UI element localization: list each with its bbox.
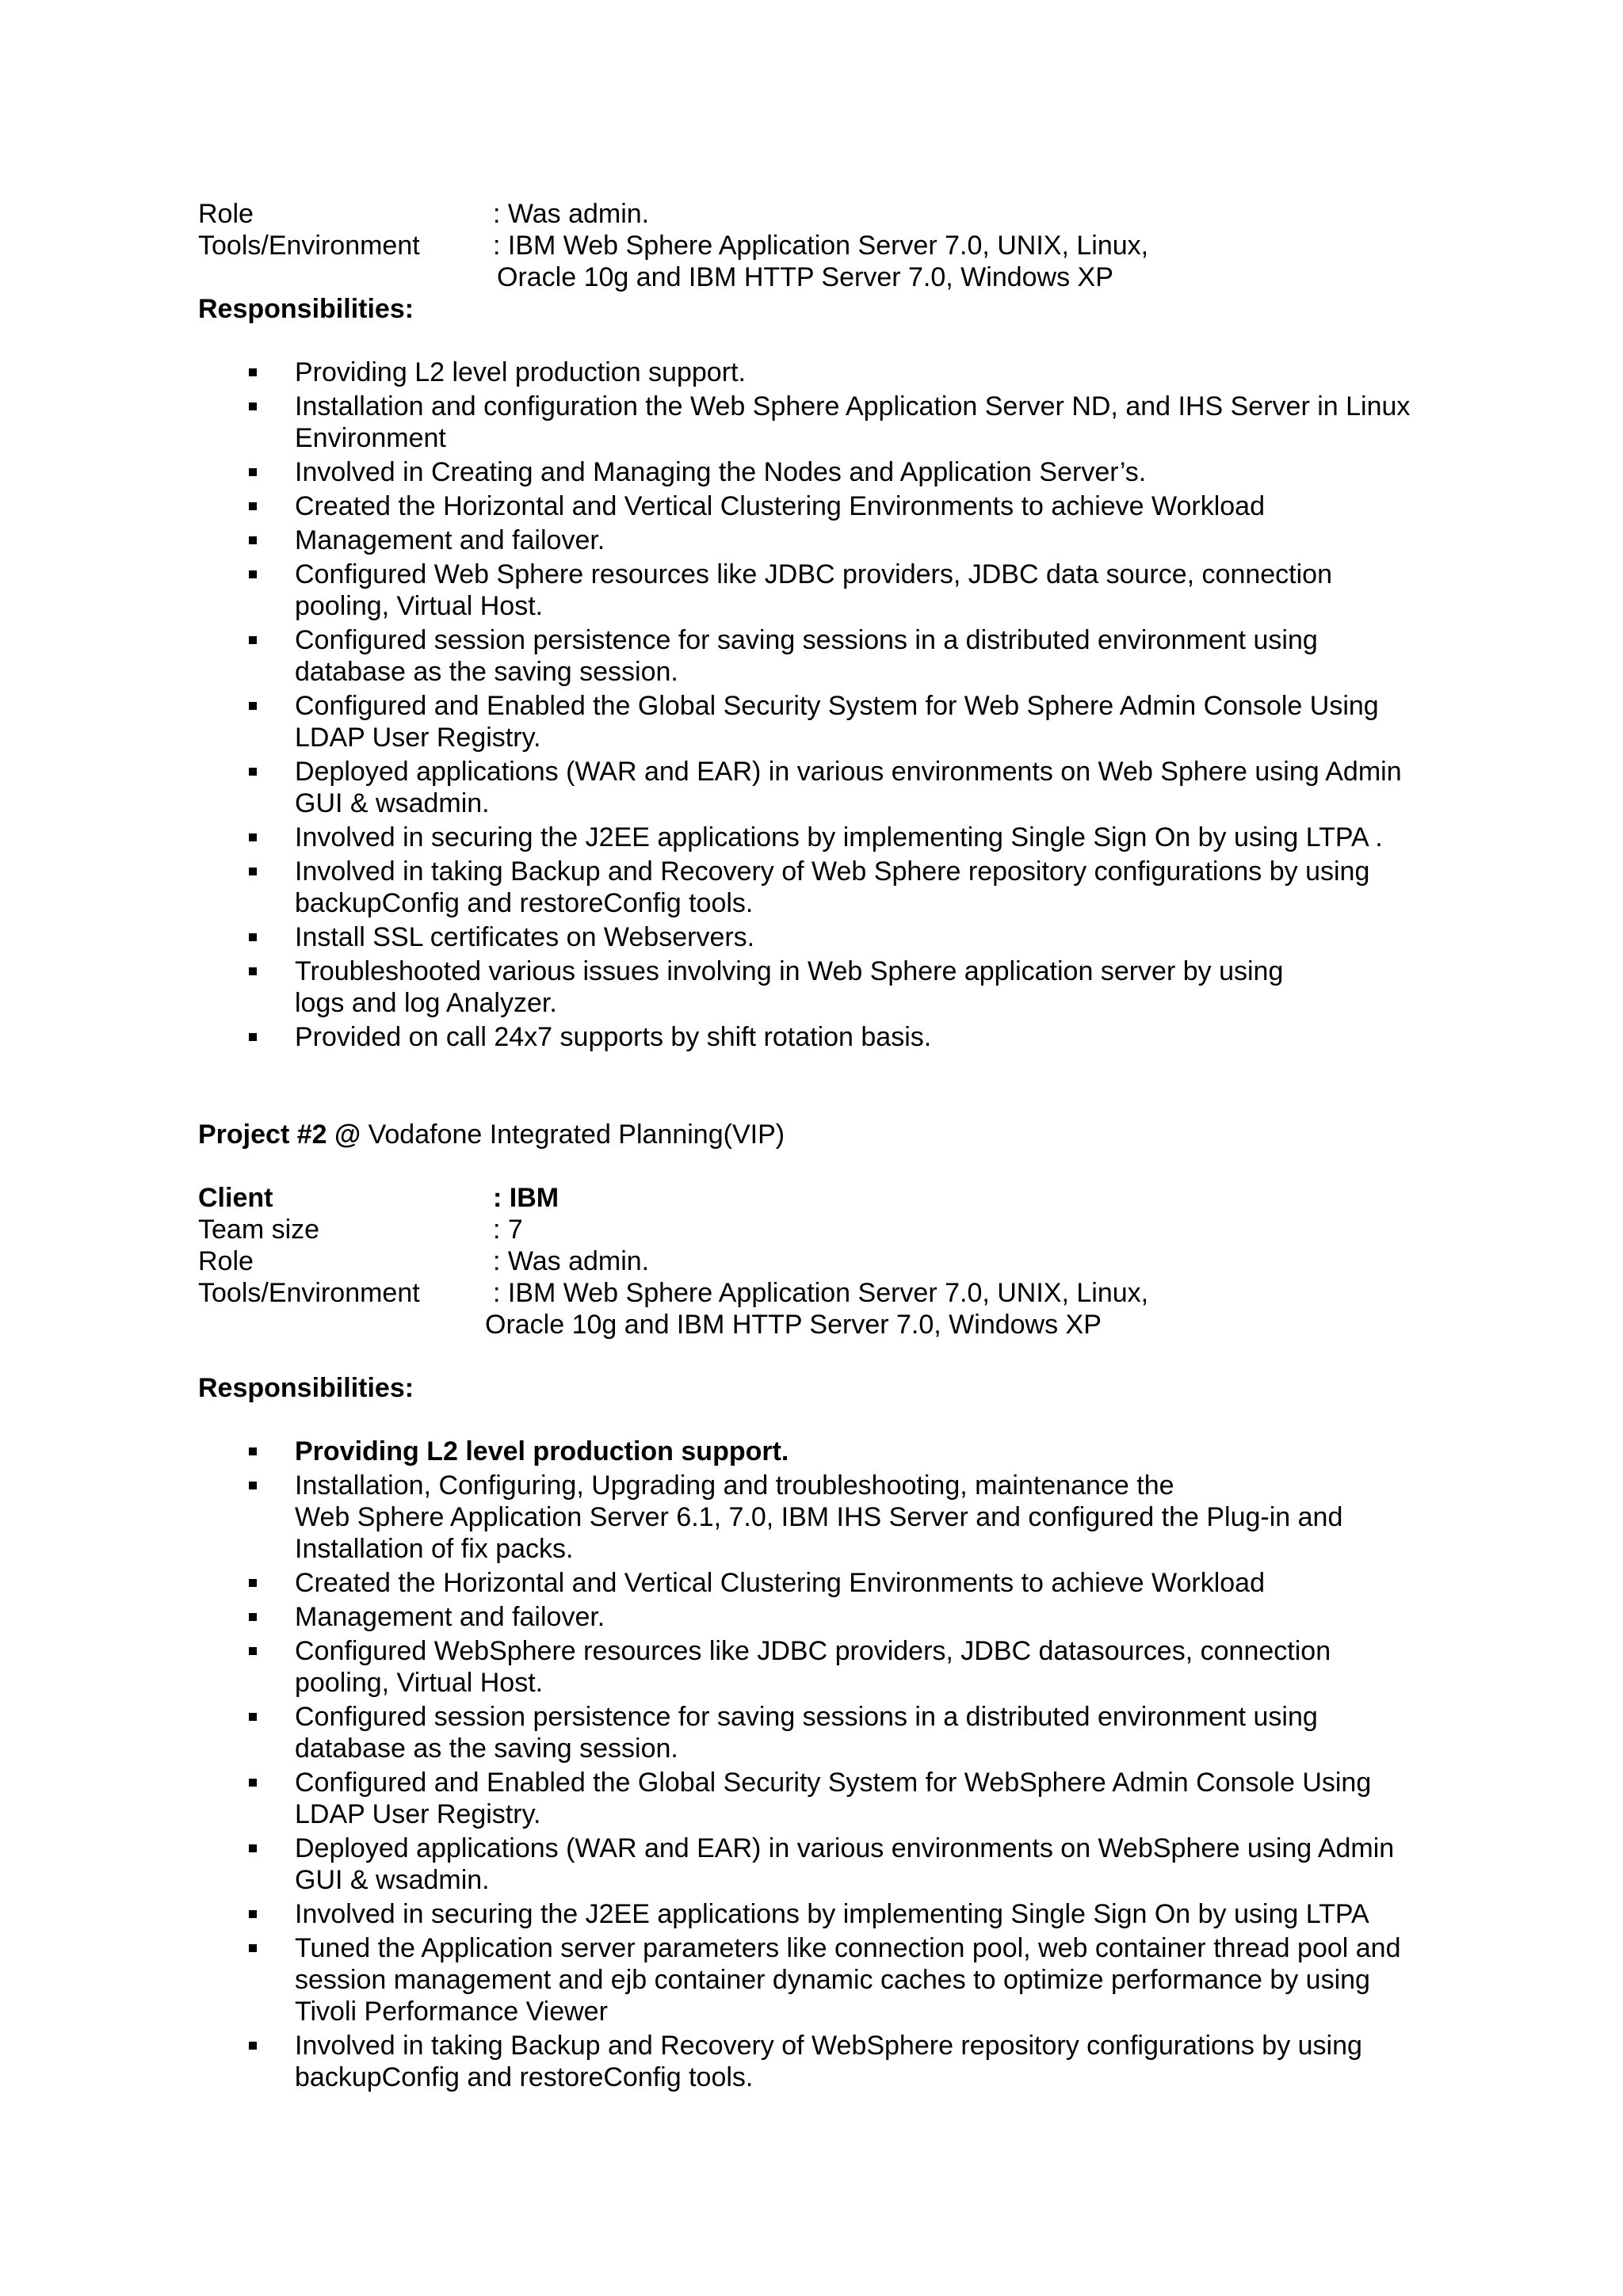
- list-item: [198, 1767, 1450, 1830]
- tools-environment-value: : IBM Web Sphere Application Server 7.0, UNIX, Linux,: [493, 1278, 1149, 1308]
- list-item-text: GUI & wsadmin.: [295, 788, 490, 818]
- list-item-text: Providing L2 level production support.: [295, 357, 746, 387]
- client-row: [198, 1182, 1450, 1214]
- list-item-text: Tuned the Application server parameters like connection pool, web container thread pool and: [295, 1933, 1401, 1963]
- role-value: : Was admin.: [493, 1246, 650, 1276]
- square-bullet-icon: [249, 1613, 257, 1621]
- square-bullet-icon: [249, 1910, 257, 1918]
- role-value: : Was admin.: [493, 199, 650, 229]
- tools-environment-row: [198, 230, 1450, 261]
- square-bullet-icon: [249, 1944, 257, 1952]
- list-item-text: Configured and Enabled the Global Security System for WebSphere Admin Console Using: [295, 1768, 1372, 1798]
- role-row: [198, 198, 1450, 230]
- list-item: [198, 2030, 1450, 2093]
- list-item-text: Involved in securing the J2EE applications by implementing Single Sign On by using LTPA .: [295, 822, 1383, 852]
- project2-details: [198, 1182, 1450, 1341]
- tools-environment-label: Tools/Environment: [198, 1278, 420, 1308]
- square-bullet-icon: [249, 402, 257, 410]
- tools-environment-continuation-row: [198, 261, 1450, 293]
- list-item-text: Deployed applications (WAR and EAR) in various environments on Web Sphere using Admin: [295, 757, 1402, 787]
- list-item: [198, 1898, 1450, 1930]
- list-item-text: Configured and Enabled the Global Security System for Web Sphere Admin Console Using: [295, 691, 1379, 721]
- responsibilities-list: [198, 1436, 1450, 2093]
- tools-environment-value: : IBM Web Sphere Application Server 7.0, UNIX, Linux,: [493, 231, 1149, 261]
- square-bullet-icon: [249, 1579, 257, 1587]
- square-bullet-icon: [249, 1447, 257, 1455]
- list-item-text: Environment: [295, 423, 446, 453]
- role-row: [198, 1245, 1450, 1277]
- list-item-text: database as the saving session.: [295, 1733, 678, 1764]
- list-item: [198, 357, 1450, 388]
- list-item-text: Involved in taking Backup and Recovery of WebSphere repository configurations by using: [295, 2031, 1362, 2061]
- list-item: [198, 756, 1450, 819]
- square-bullet-icon: [249, 536, 257, 544]
- client-label: Client: [198, 1183, 273, 1213]
- list-item: [198, 1436, 1450, 1467]
- list-item-text: Web Sphere Application Server 6.1, 7.0, IBM IHS Server and configured the Plug-in and: [295, 1502, 1343, 1532]
- list-item: [198, 624, 1450, 688]
- team-size-row: [198, 1214, 1450, 1245]
- list-item: [198, 822, 1450, 853]
- list-item-text: LDAP User Registry.: [295, 723, 541, 753]
- tools-environment-label: Tools/Environment: [198, 231, 420, 261]
- team-size-value: : 7: [493, 1215, 523, 1245]
- list-item: [198, 490, 1450, 522]
- tools-environment-continuation: Oracle 10g and IBM HTTP Server 7.0, Windows XP: [497, 262, 1113, 292]
- list-item-text: Configured Web Sphere resources like JDBC providers, JDBC data source, connection: [295, 559, 1332, 589]
- list-item-text: Installation and configuration the Web Sphere Application Server ND, and IHS Server in Linux: [295, 391, 1411, 421]
- list-item: [198, 559, 1450, 622]
- square-bullet-icon: [249, 1033, 257, 1041]
- team-size-label: Team size: [198, 1215, 320, 1245]
- list-item-text: Involved in Creating and Managing the Nodes and Application Server’s.: [295, 457, 1147, 487]
- square-bullet-icon: [249, 1713, 257, 1721]
- responsibilities-heading: Responsibilities:: [198, 1373, 414, 1403]
- square-bullet-icon: [249, 570, 257, 578]
- list-item-text: Installation, Configuring, Upgrading and troubleshooting, maintenance the: [295, 1470, 1174, 1501]
- tools-environment-row: [198, 1277, 1450, 1309]
- responsibilities-list: [198, 357, 1450, 1053]
- list-item-text: backupConfig and restoreConfig tools.: [295, 888, 754, 918]
- square-bullet-icon: [249, 933, 257, 941]
- list-item-text: Troubleshooted various issues involving in Web Sphere application server by using: [295, 956, 1284, 986]
- list-item: [198, 1701, 1450, 1764]
- role-label: Role: [198, 1246, 254, 1276]
- square-bullet-icon: [249, 1482, 257, 1489]
- list-item-text: Created the Horizontal and Vertical Clustering Environments to achieve Workload: [295, 1568, 1265, 1598]
- list-item-text: Management and failover.: [295, 1602, 605, 1632]
- list-item-text: Installation of fix packs.: [295, 1534, 574, 1564]
- list-item-text: session management and ejb container dynamic caches to optimize performance by using: [295, 1965, 1370, 1995]
- list-item-text: Configured WebSphere resources like JDBC providers, JDBC datasources, connection: [295, 1636, 1331, 1666]
- responsibilities-heading: Responsibilities:: [198, 294, 414, 324]
- square-bullet-icon: [249, 1844, 257, 1852]
- list-item-text: pooling, Virtual Host.: [295, 591, 544, 621]
- square-bullet-icon: [249, 967, 257, 975]
- list-item: [198, 1021, 1450, 1053]
- role-label: Role: [198, 199, 254, 229]
- project2-title-name: Vodafone Integrated Planning(VIP): [361, 1119, 785, 1150]
- list-item: [198, 921, 1450, 953]
- list-item: [198, 955, 1450, 1019]
- square-bullet-icon: [249, 636, 257, 644]
- square-bullet-icon: [249, 468, 257, 476]
- list-item-text: pooling, Virtual Host.: [295, 1668, 544, 1698]
- resume-page: [198, 198, 1450, 2096]
- list-item-text: Involved in taking Backup and Recovery of Web Sphere repository configurations by using: [295, 856, 1370, 887]
- list-item-text: Management and failover.: [295, 525, 605, 555]
- list-item-text: Configured session persistence for saving sessions in a distributed environment using: [295, 625, 1318, 655]
- project2-title: [198, 1119, 1450, 1150]
- list-item-text: Install SSL certificates on Webservers.: [295, 922, 755, 952]
- list-item: [198, 1470, 1450, 1565]
- list-item-text: database as the saving session.: [295, 657, 678, 687]
- list-item-text: Providing L2 level production support.: [295, 1436, 789, 1466]
- list-item-text: Tivoli Performance Viewer: [295, 1997, 608, 2027]
- list-item: [198, 391, 1450, 454]
- list-item: [198, 1833, 1450, 1896]
- list-item: [198, 1635, 1450, 1699]
- square-bullet-icon: [249, 768, 257, 776]
- tools-environment-continuation-row: [198, 1309, 1450, 1341]
- list-item: [198, 690, 1450, 753]
- list-item-text: Provided on call 24x7 supports by shift rotation basis.: [295, 1022, 932, 1052]
- list-item-text: LDAP User Registry.: [295, 1799, 541, 1829]
- list-item: [198, 524, 1450, 556]
- list-item: [198, 1932, 1450, 2027]
- list-item-text: Created the Horizontal and Vertical Clustering Environments to achieve Workload: [295, 491, 1265, 521]
- list-item: [198, 856, 1450, 919]
- square-bullet-icon: [249, 833, 257, 841]
- project1-details: [198, 198, 1450, 325]
- list-item: [198, 1601, 1450, 1633]
- list-item-text: Deployed applications (WAR and EAR) in various environments on WebSphere using Admin: [295, 1833, 1395, 1863]
- list-item-text: Configured session persistence for saving sessions in a distributed environment using: [295, 1702, 1318, 1732]
- square-bullet-icon: [249, 702, 257, 710]
- square-bullet-icon: [249, 368, 257, 376]
- list-item-text: GUI & wsadmin.: [295, 1865, 490, 1895]
- square-bullet-icon: [249, 868, 257, 875]
- list-item: [198, 456, 1450, 488]
- list-item: [198, 1567, 1450, 1599]
- square-bullet-icon: [249, 1647, 257, 1655]
- list-item-text: backupConfig and restoreConfig tools.: [295, 2062, 754, 2092]
- list-item-text: Involved in securing the J2EE applications by implementing Single Sign On by using LTPA: [295, 1899, 1369, 1929]
- square-bullet-icon: [249, 502, 257, 510]
- square-bullet-icon: [249, 2042, 257, 2050]
- list-item-text: logs and log Analyzer.: [295, 988, 557, 1018]
- client-value: : IBM: [493, 1183, 559, 1213]
- square-bullet-icon: [249, 1779, 257, 1787]
- tools-environment-continuation: Oracle 10g and IBM HTTP Server 7.0, Windows XP: [485, 1310, 1102, 1340]
- project2-title-label: Project #2 @: [198, 1119, 361, 1150]
